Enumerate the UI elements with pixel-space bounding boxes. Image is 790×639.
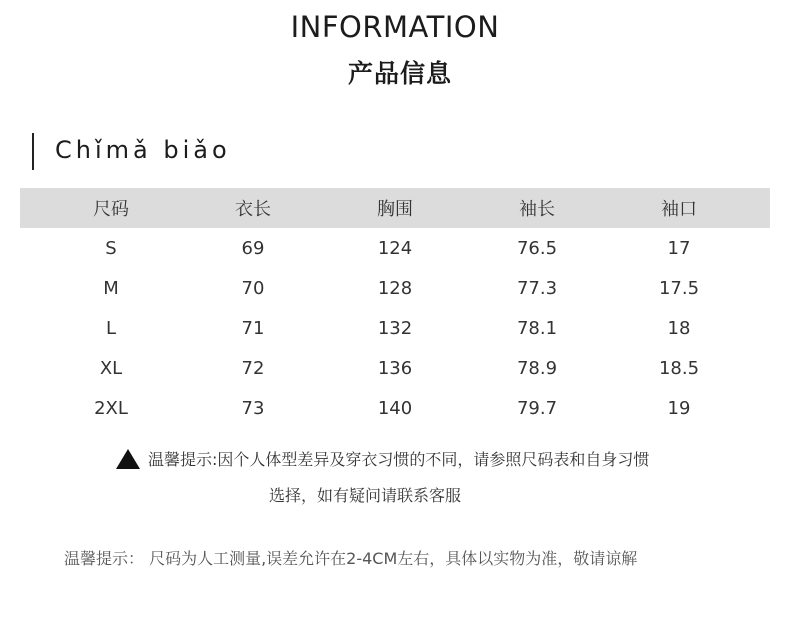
warning-triangle-icon <box>116 449 140 469</box>
size-table <box>20 188 770 428</box>
section-title: Chǐmǎ biǎo <box>55 136 231 164</box>
cell-sleeve-length: 76.5 <box>516 237 558 259</box>
cell-length: 69 <box>241 237 265 259</box>
table-header-row <box>20 188 770 228</box>
header-size: 尺码 <box>93 199 129 220</box>
cell-sleeve-length: 79.7 <box>516 397 558 419</box>
cell-chest: 128 <box>377 277 413 299</box>
cell-sleeve-length: 78.1 <box>516 317 558 339</box>
cell-length: 71 <box>241 317 265 339</box>
header-chest: 胸围 <box>377 199 413 220</box>
cell-cuff: 18.5 <box>658 357 700 379</box>
header-sleeve-length: 袖长 <box>519 199 555 220</box>
table-row <box>20 388 770 428</box>
cell-chest: 124 <box>377 237 413 259</box>
cell-cuff: 17.5 <box>658 277 700 299</box>
sizing-notice <box>116 447 649 470</box>
header-length: 衣长 <box>235 199 271 220</box>
cell-size: XL <box>99 357 123 379</box>
header-cuff: 袖口 <box>661 199 697 220</box>
section-divider-bar <box>32 133 34 170</box>
table-row <box>20 228 770 268</box>
cell-length: 70 <box>241 277 265 299</box>
measurement-note: 温馨提示： 尺码为人工测量,误差允许在2-4CM左右，具体以实物为准，敬请谅解 <box>64 549 638 568</box>
cell-length: 73 <box>241 397 265 419</box>
cell-sleeve-length: 77.3 <box>516 277 558 299</box>
cell-cuff: 19 <box>667 397 691 419</box>
cell-size: 2XL <box>94 397 128 419</box>
cell-cuff: 17 <box>667 237 691 259</box>
cell-chest: 132 <box>377 317 413 339</box>
cell-chest: 140 <box>377 397 413 419</box>
table-row <box>20 268 770 308</box>
cell-cuff: 18 <box>667 317 691 339</box>
notice-line-1: 温馨提示:因个人体型差异及穿衣习惯的不同，请参照尺码表和自身习惯 <box>148 450 650 469</box>
page-title-en: INFORMATION <box>290 10 500 44</box>
cell-size: S <box>105 237 117 259</box>
cell-chest: 136 <box>377 357 413 379</box>
notice-line-2: 选择，如有疑问请联系客服 <box>268 486 461 505</box>
page-title-cn: 产品信息 <box>347 59 452 88</box>
cell-length: 72 <box>241 357 265 379</box>
cell-size: L <box>105 317 117 339</box>
cell-size: M <box>103 277 119 299</box>
cell-sleeve-length: 78.9 <box>516 357 558 379</box>
table-row <box>20 348 770 388</box>
table-row <box>20 308 770 348</box>
